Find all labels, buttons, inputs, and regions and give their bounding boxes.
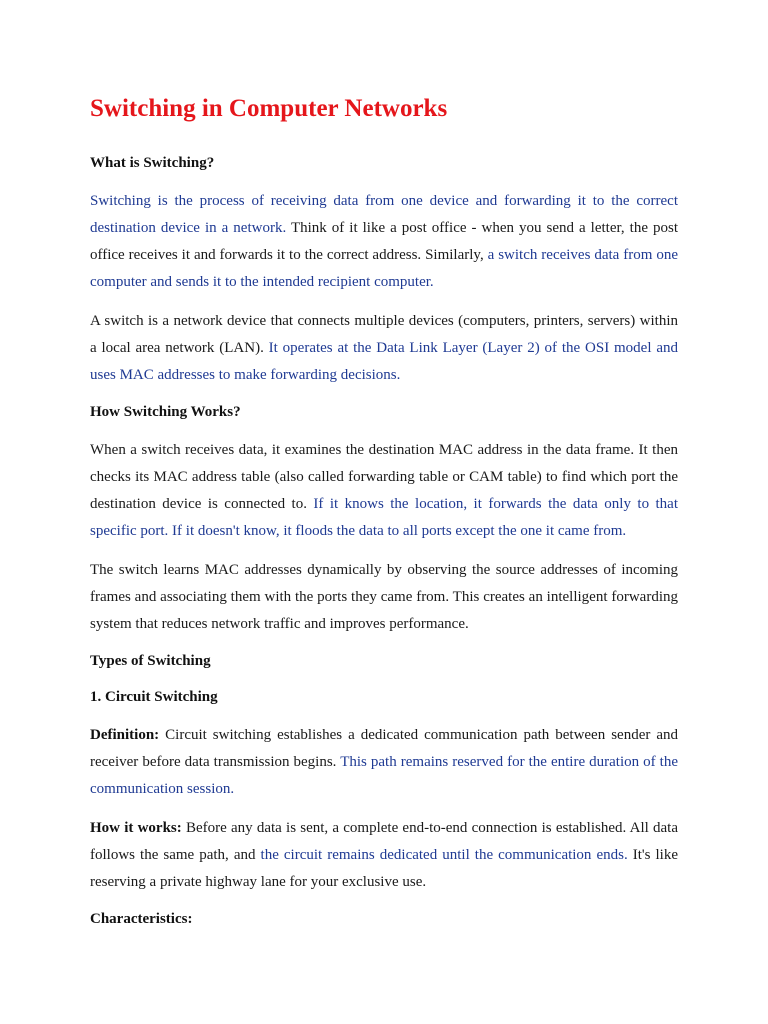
section-heading-characteristics: Characteristics: [90, 911, 193, 927]
highlight-text: This path remains reserved for the entire duration of the communication session. [90, 754, 678, 797]
paragraph-definition [90, 188, 678, 296]
highlight-text: Switching is the process of receiving data from one device and forwarding it to the correct destination device in a network. [90, 193, 678, 236]
body-text: When a switch receives data, it examines the destination MAC address in the data frame. It then checks its MAC address table (also called forwarding table or CAM table) to find which port the destination device is connected to. [90, 442, 678, 512]
body-text: Circuit switching establishes a dedicated communication path between sender and receiver before data transmission begins. [90, 727, 678, 770]
highlight-text: If it knows the location, it forwards the data only to that specific port. If it doesn't know, it floods the data to all ports except the one it came from. [90, 496, 679, 539]
highlight-text: the circuit remains dedicated until the communication ends. [260, 847, 628, 863]
paragraph-switch-device [90, 308, 678, 389]
paragraph-mac-lookup [90, 437, 678, 545]
section-heading-how-switching-works: How Switching Works? [90, 404, 241, 420]
how-it-works-label: How it works: [90, 820, 182, 836]
body-text: Think of it like a post office - when you send a letter, the post office receives it and forwards it to the correct address. Similarly, [90, 220, 678, 263]
body-text: It's like reserving a private highway lane for your exclusive use. [90, 847, 678, 890]
body-text: A switch is a network device that connects multiple devices (computers, printers, servers) within a local area network (LAN). [90, 313, 678, 356]
highlight-text: It operates at the Data Link Layer (Layer 2) of the OSI model and uses MAC addresses to make forwarding decisions. [90, 340, 679, 383]
paragraph-mac-learning: The switch learns MAC addresses dynamically by observing the source addresses of incoming frames and associating them with the ports they came from. This creates an intelligent forwarding system that reduces network traffic and improves performance. [90, 562, 678, 632]
section-heading-types-of-switching: Types of Switching [90, 653, 211, 669]
body-text: Before any data is sent, a complete end-to-end connection is established. All data follows the same path, and [90, 820, 678, 863]
paragraph-circuit-definition [90, 722, 678, 803]
definition-label: Definition: [90, 727, 160, 743]
page-title: Switching in Computer Networks [90, 95, 448, 122]
section-heading-what-is-switching: What is Switching? [90, 155, 215, 171]
subsection-heading-circuit-switching: 1. Circuit Switching [90, 689, 218, 705]
paragraph-circuit-how-it-works [90, 815, 678, 896]
highlight-text: a switch receives data from one computer and sends it to the intended recipient computer. [90, 247, 678, 290]
